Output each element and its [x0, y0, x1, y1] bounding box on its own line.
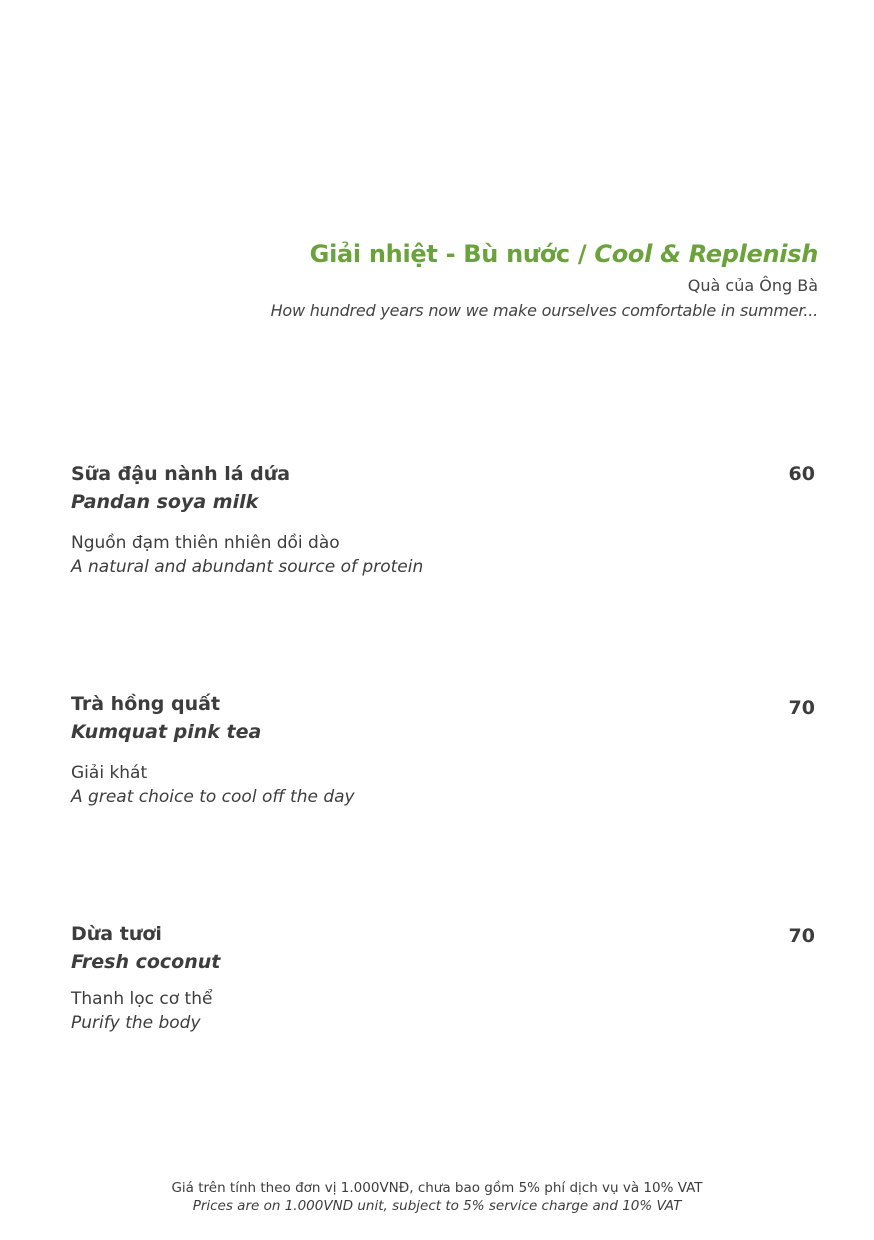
- item-name-vi: Sữa đậu nành lá dứa: [71, 463, 291, 485]
- item-price: 70: [788, 925, 815, 947]
- price-note-en: Prices are on 1.000VND unit, subject to 5% service charge and 10% VAT: [192, 1198, 682, 1214]
- section-tagline: How hundred years now we make ourselves comfortable in summer...: [270, 301, 818, 320]
- item-description-en: A natural and abundant source of protein: [71, 557, 424, 577]
- item-price: 60: [788, 463, 815, 485]
- item-name-en: Pandan soya milk: [71, 491, 259, 513]
- price-note: [0, 1180, 874, 1214]
- section-title: [271, 240, 818, 268]
- menu-item-fresh-coconut: [71, 923, 819, 1033]
- menu-item-kumquat-pink-tea: [71, 693, 819, 807]
- section-subtitle: Quà của Ông Bà: [687, 276, 818, 295]
- item-name-en: Kumquat pink tea: [71, 721, 262, 743]
- item-name-vi: Trà hồng quất: [71, 693, 221, 715]
- menu-item-pandan-soya-milk: [71, 463, 819, 577]
- item-name-en: Fresh coconut: [71, 951, 221, 973]
- section-header: [271, 240, 818, 320]
- section-title-en: Cool & Replenish: [594, 240, 818, 268]
- item-description-vi: Giải khát: [71, 763, 148, 783]
- item-description-en: Purify the body: [71, 1013, 201, 1033]
- item-description-vi: Nguồn đạm thiên nhiên dồi dào: [71, 533, 340, 553]
- item-name-vi: Dừa tươi: [71, 923, 162, 945]
- price-note-vi: Giá trên tính theo đơn vị 1.000VNĐ, chưa bao gồm 5% phí dịch vụ và 10% VAT: [171, 1180, 703, 1196]
- item-description-en: A great choice to cool off the day: [71, 787, 355, 807]
- section-title-vi: Giải nhiệt - Bù nước /: [309, 240, 595, 268]
- item-price: 70: [788, 697, 815, 719]
- item-description-vi: Thanh lọc cơ thể: [71, 989, 213, 1009]
